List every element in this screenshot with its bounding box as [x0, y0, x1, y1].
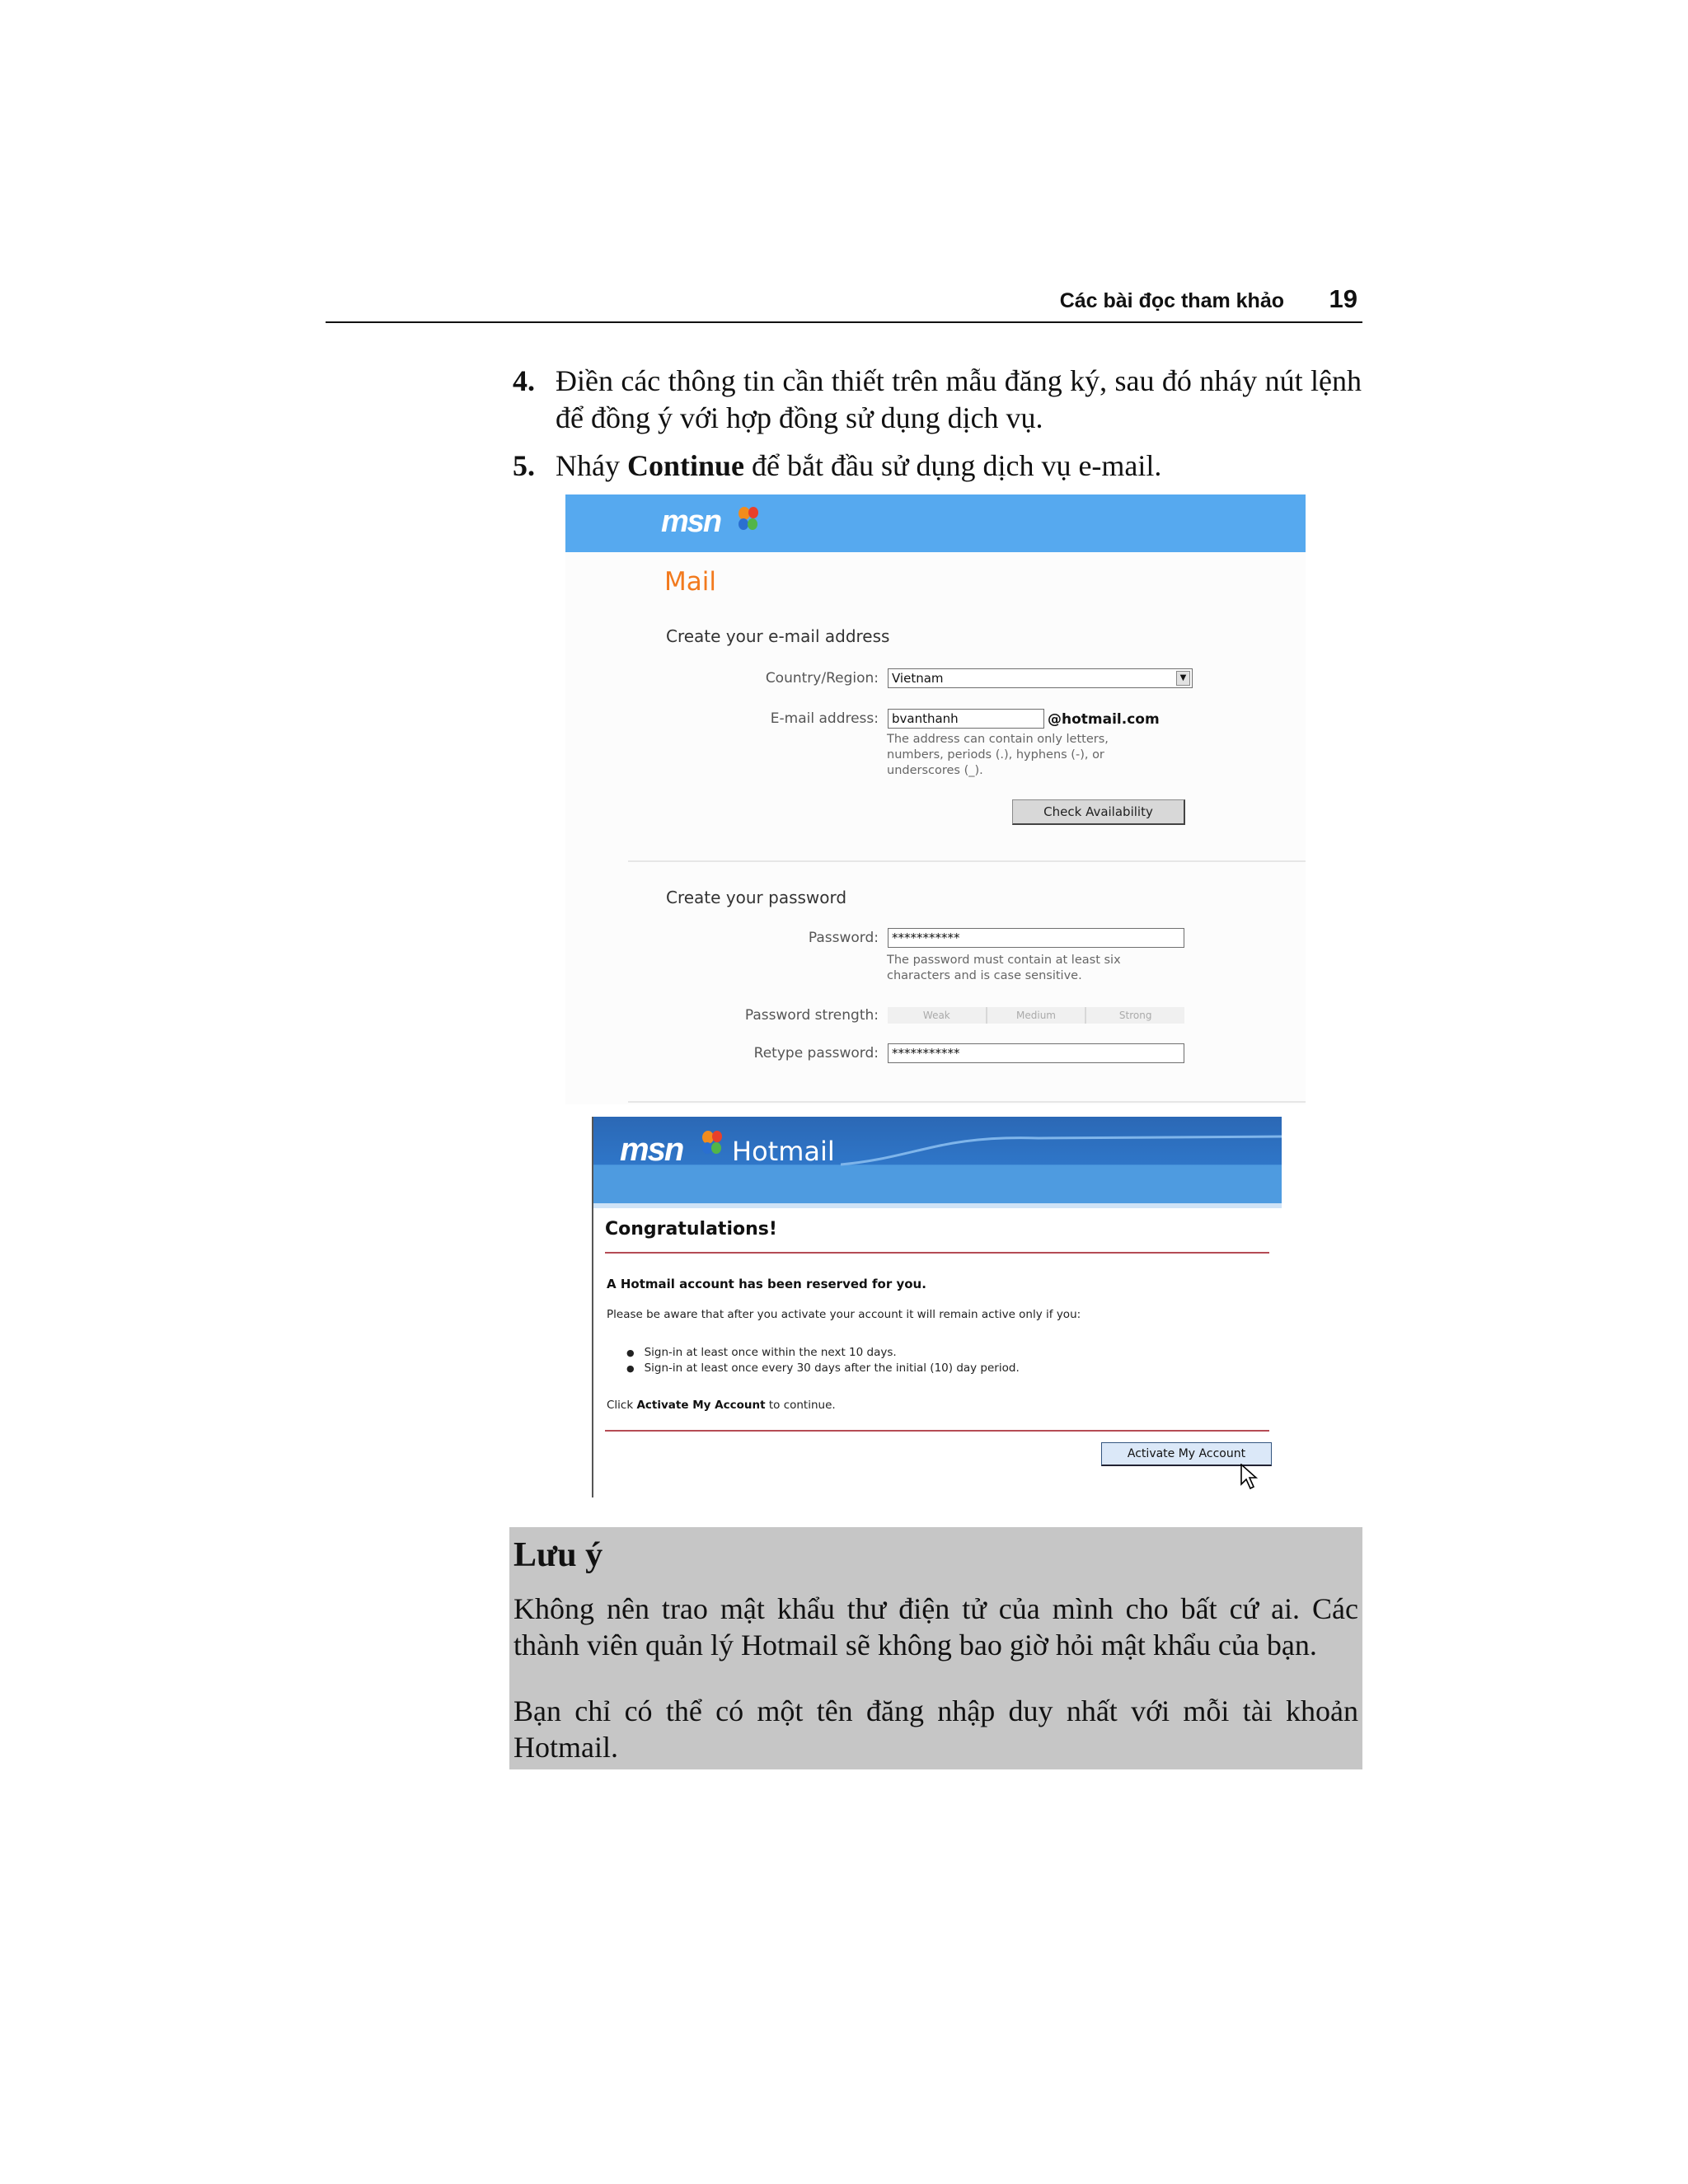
divider — [605, 1430, 1269, 1432]
header-strip — [593, 1203, 1282, 1208]
password-field[interactable]: *********** — [888, 928, 1184, 948]
step-text: Điền các thông tin cần thiết trên mẫu đăng ký, sau đó nháy nút lệnh để đồng ý với hợp đồng sử dụng dịch vụ. — [556, 364, 1362, 434]
section-title: Các bài đọc tham khảo — [1059, 289, 1284, 312]
msn-logo: msn — [620, 1132, 683, 1168]
step-number: 5. — [513, 449, 535, 482]
aware-message: Please be aware that after you activate your account it will remain active only if you: — [607, 1308, 1081, 1321]
strength-weak: Weak — [888, 1007, 987, 1024]
msn-butterfly-icon — [737, 506, 760, 532]
step-5 — [513, 448, 1362, 485]
page-number: 19 — [1329, 284, 1357, 313]
strength-label: Password strength: — [744, 1007, 879, 1024]
email-field[interactable]: bvanthanh — [888, 709, 1044, 729]
instruction-bold: Activate My Account — [636, 1399, 766, 1412]
password-strength-meter — [888, 1007, 1184, 1024]
check-availability-button[interactable]: Check Availability — [1012, 799, 1185, 825]
strength-medium: Medium — [987, 1007, 1087, 1024]
hotmail-screenshot — [592, 1117, 1282, 1497]
email-hint: The address can contain only letters, numbers, periods (.), hyphens (-), or underscores (_). — [887, 733, 1109, 777]
list-item — [626, 1361, 1020, 1376]
divider — [628, 860, 1306, 862]
note-paragraph: Không nên trao mật khẩu thư điện tử của mình cho bất cứ ai. Các thành viên quản lý Hotmail sẽ không bao giờ hỏi mật khẩu của bạn. — [513, 1592, 1358, 1661]
password-label: Password: — [808, 930, 879, 946]
activate-my-account-button[interactable]: Activate My Account — [1101, 1442, 1272, 1466]
email-domain: @hotmail.com — [1048, 711, 1160, 728]
activity-requirements-list — [626, 1345, 1020, 1376]
note-box — [509, 1527, 1362, 1769]
note-paragraph: Bạn chỉ có thể có một tên đăng nhập duy nhất với mỗi tài khoản Hotmail. — [513, 1694, 1358, 1764]
congratulations-title: Congratulations! — [605, 1219, 777, 1240]
password-hint: The password must contain at least six characters and is case sensitive. — [887, 954, 1121, 982]
msn-logo: msn — [661, 504, 721, 539]
divider — [605, 1252, 1269, 1254]
running-header — [326, 284, 1362, 323]
hotmail-header — [593, 1117, 1282, 1203]
step-text — [556, 448, 1362, 485]
msn-butterfly-icon — [701, 1130, 724, 1156]
country-label: Country/Region: — [765, 670, 879, 687]
header-swoosh — [841, 1133, 1282, 1166]
email-section-heading: Create your e-mail address — [666, 626, 890, 646]
password-section-heading: Create your password — [666, 888, 847, 907]
hotmail-product-name: Hotmail — [732, 1136, 835, 1167]
country-value: Vietnam — [892, 671, 944, 686]
note-title: Lưu ý — [513, 1536, 603, 1574]
msn-banner — [565, 494, 1306, 552]
step-text-bold: Continue — [626, 449, 745, 482]
chevron-down-icon[interactable]: ▼ — [1176, 671, 1190, 686]
mail-title: Mail — [664, 567, 716, 597]
step-text-before: Nháy — [556, 449, 627, 482]
retype-password-field[interactable]: *********** — [888, 1043, 1184, 1063]
list-item-text: Sign-in at least once within the next 10 days. — [644, 1346, 897, 1359]
email-label: E-mail address: — [770, 710, 879, 727]
activate-instruction — [607, 1399, 836, 1412]
mouse-pointer-icon — [1240, 1464, 1259, 1490]
retype-label: Retype password: — [753, 1045, 879, 1062]
step-4 — [513, 363, 1362, 437]
divider — [628, 1101, 1306, 1103]
step-number: 4. — [513, 364, 535, 397]
list-item — [626, 1345, 1020, 1361]
signup-screenshot — [565, 494, 1306, 1104]
country-select[interactable] — [888, 668, 1193, 688]
instruction-prefix: Click — [607, 1399, 637, 1412]
step-text-after: để bắt đầu sử dụng dịch vụ e-mail. — [744, 449, 1162, 482]
instruction-suffix: to continue. — [765, 1399, 836, 1412]
strength-strong: Strong — [1118, 1010, 1152, 1021]
list-item-text: Sign-in at least once every 30 days after the initial (10) day period. — [644, 1361, 1020, 1375]
reserved-message: A Hotmail account has been reserved for you. — [607, 1277, 926, 1291]
